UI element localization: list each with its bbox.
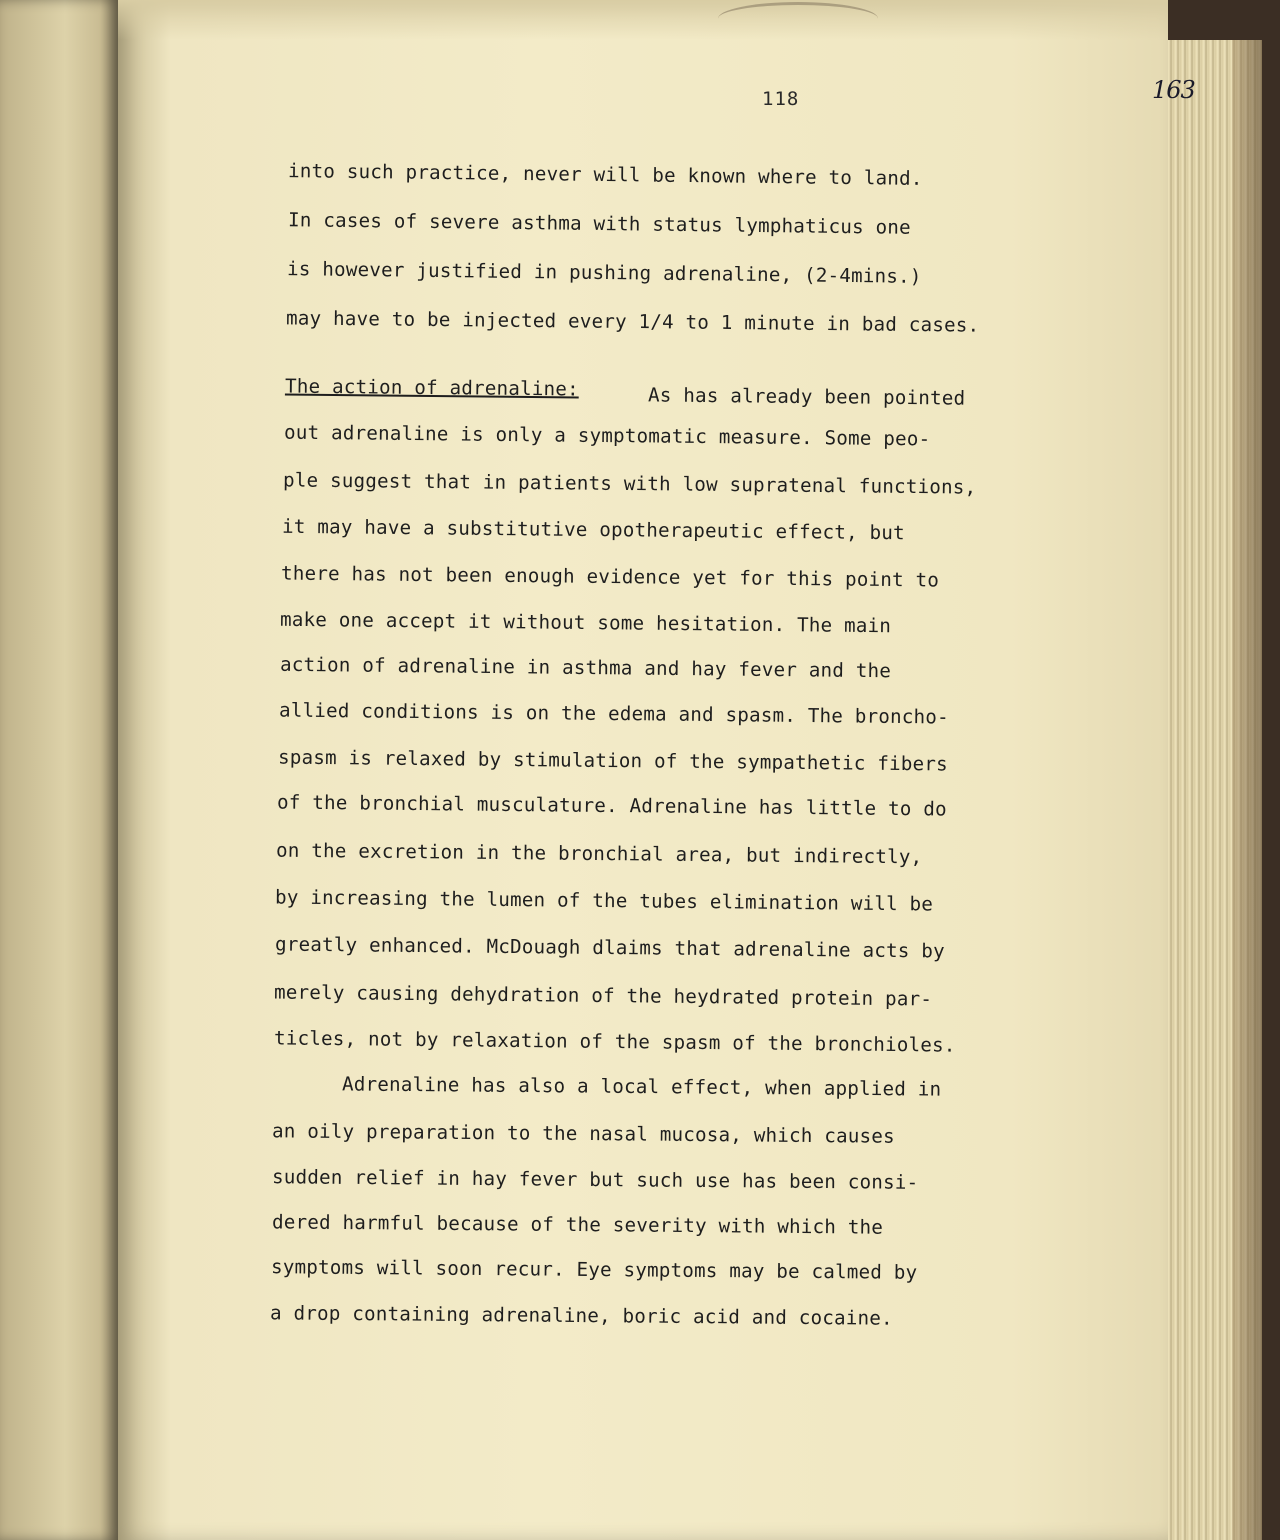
- text-line: on the excretion in the bronchial area, but indirectly,: [275, 838, 923, 869]
- text-line: there has not been enough evidence yet for this point to: [280, 561, 940, 592]
- text-line: merely causing dehydration of the heydrated protein par-: [273, 980, 933, 1011]
- handwritten-folio-number: 163: [1152, 76, 1195, 104]
- text-line: allied conditions is on the edema and spasm. The broncho-: [278, 698, 949, 729]
- document-page: [118, 0, 1195, 1540]
- text-line: into such practice, never will be known where to land.: [287, 159, 923, 190]
- text-line: As has already been pointed: [647, 383, 966, 410]
- text-line: symptoms will soon recur. Eye symptoms may be calmed by: [270, 1255, 918, 1284]
- text-line: it may have a substitutive opotherapeutic effect, but: [281, 514, 905, 545]
- text-line: dered harmful because of the severity with which the: [271, 1210, 884, 1239]
- text-line: out adrenaline is only a symptomatic measure. Some peo-: [283, 420, 931, 451]
- text-line: by increasing the lumen of the tubes elimination will be: [274, 885, 934, 916]
- text-line: In cases of severe asthma with status lymphaticus one: [287, 208, 911, 239]
- previous-page-edge: [0, 0, 118, 1540]
- text-line: a drop containing adrenaline, boric acid and cocaine.: [269, 1301, 893, 1330]
- text-line: ple suggest that in patients with low supratenal functions,: [282, 468, 977, 499]
- text-line: spasm is relaxed by stimulation of the sympathetic fibers: [277, 745, 948, 776]
- text-line: of the bronchial musculature. Adrenaline has little to do: [276, 790, 947, 821]
- text-line: an oily preparation to the nasal mucosa, which causes: [271, 1119, 895, 1148]
- section-heading: The action of adrenaline:: [284, 374, 579, 401]
- text-line: ticles, not by relaxation of the spasm of the bronchioles.: [273, 1026, 956, 1057]
- page-number: 118: [762, 88, 800, 110]
- text-line: is however justified in pushing adrenaline, (2-4mins.): [286, 257, 922, 288]
- text-line: may have to be injected every 1/4 to 1 minute in bad cases.: [285, 306, 980, 337]
- text-line: action of adrenaline in asthma and hay fever and the: [279, 652, 892, 683]
- text-line: greatly enhanced. McDouagh dlaims that adrenaline acts by: [274, 932, 945, 963]
- text-line: Adrenaline has also a local effect, when applied in: [341, 1072, 942, 1101]
- text-line: make one accept it without some hesitation. The main: [279, 607, 892, 638]
- binding-thread: [718, 2, 878, 35]
- text-line: sudden relief in hay fever but such use has been consi-: [271, 1165, 919, 1194]
